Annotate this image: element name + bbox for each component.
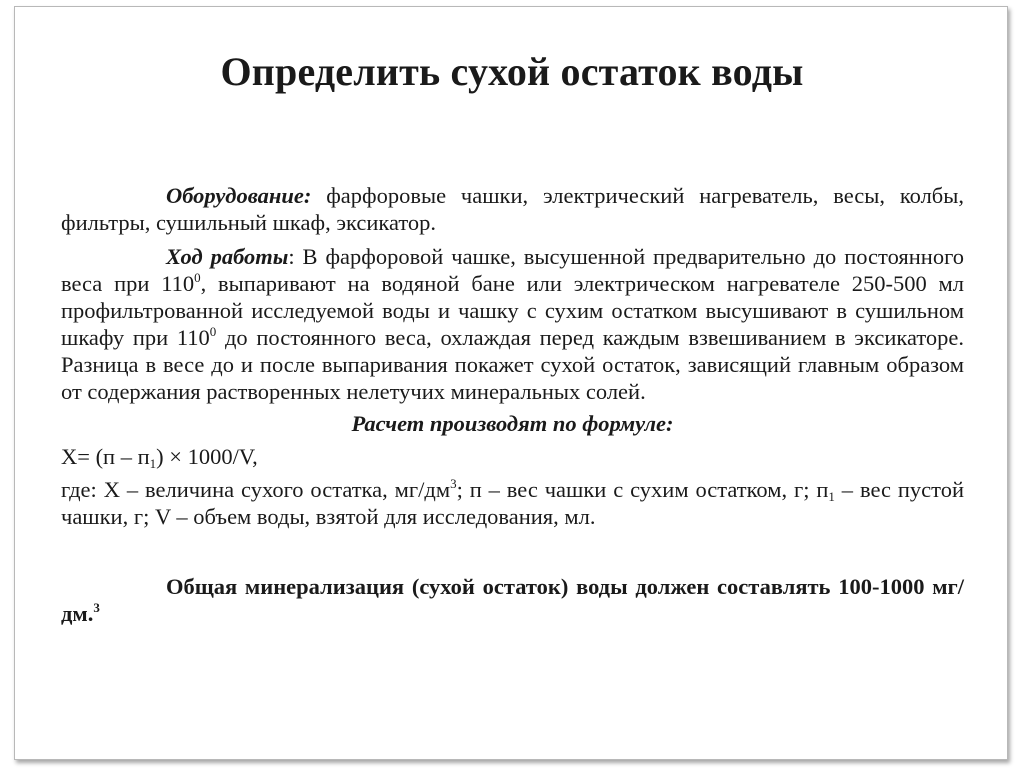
legend-part-2: ; п – вес чашки с сухим остатком, г; п <box>456 477 829 502</box>
mineralization-norm <box>61 573 964 627</box>
variables-legend <box>61 476 964 530</box>
degree-superscript-1: 0 <box>194 270 201 285</box>
norm-text: Общая минерализация (сухой остаток) воды должен составлять 100-1000 мг/дм. <box>61 574 964 626</box>
procedure-text-3: до постоянного веса, охлаждая перед каждым взвешиванием в эксикаторе. Разница в весе до и после выпаривания покажет сухой остаток, зависящий главным образом от содержания растворенных нелетучих минеральных солей. <box>61 325 965 404</box>
equipment-text: фарфоровые чашки, электрический нагреватель, весы, колбы, фильтры, сушильный шкаф, эксикатор. <box>61 183 964 235</box>
equipment-paragraph <box>61 182 964 236</box>
slide-content <box>61 182 964 627</box>
formula-part-2: ) × 1000/V, <box>156 444 258 469</box>
formula-part-1: X= (п – п <box>61 444 150 469</box>
legend-part-3: – вес пустой чашки, г; V – объем воды, взятой для исследования, мл. <box>61 477 964 529</box>
procedure-label: Ход работы <box>166 244 289 269</box>
formula-subscript: 1 <box>149 456 157 471</box>
norm-superscript: 3 <box>93 600 100 615</box>
equipment-label: Оборудование: <box>166 183 312 208</box>
procedure-paragraph <box>61 243 964 405</box>
legend-part-1: где: X – величина сухого остатка, мг/дм <box>61 477 451 502</box>
procedure-text-2: , выпаривают на водяной бане или электрическом нагревателе 250-500 мл профильтрованной исследуемой воды и чашку с сухим остатком высушивают в сушильном шкафу при 110 <box>61 271 964 350</box>
procedure-text-1: : В фарфоровой чашке, высушенной предварительно до постоянного веса при 110 <box>61 244 964 296</box>
formula <box>61 443 964 470</box>
legend-superscript: 3 <box>450 476 457 491</box>
legend-subscript: 1 <box>828 489 835 504</box>
formula-heading: Расчет производят по формуле: <box>351 411 674 436</box>
page-title: Определить сухой остаток воды <box>220 49 804 94</box>
degree-superscript-2: 0 <box>209 324 217 339</box>
